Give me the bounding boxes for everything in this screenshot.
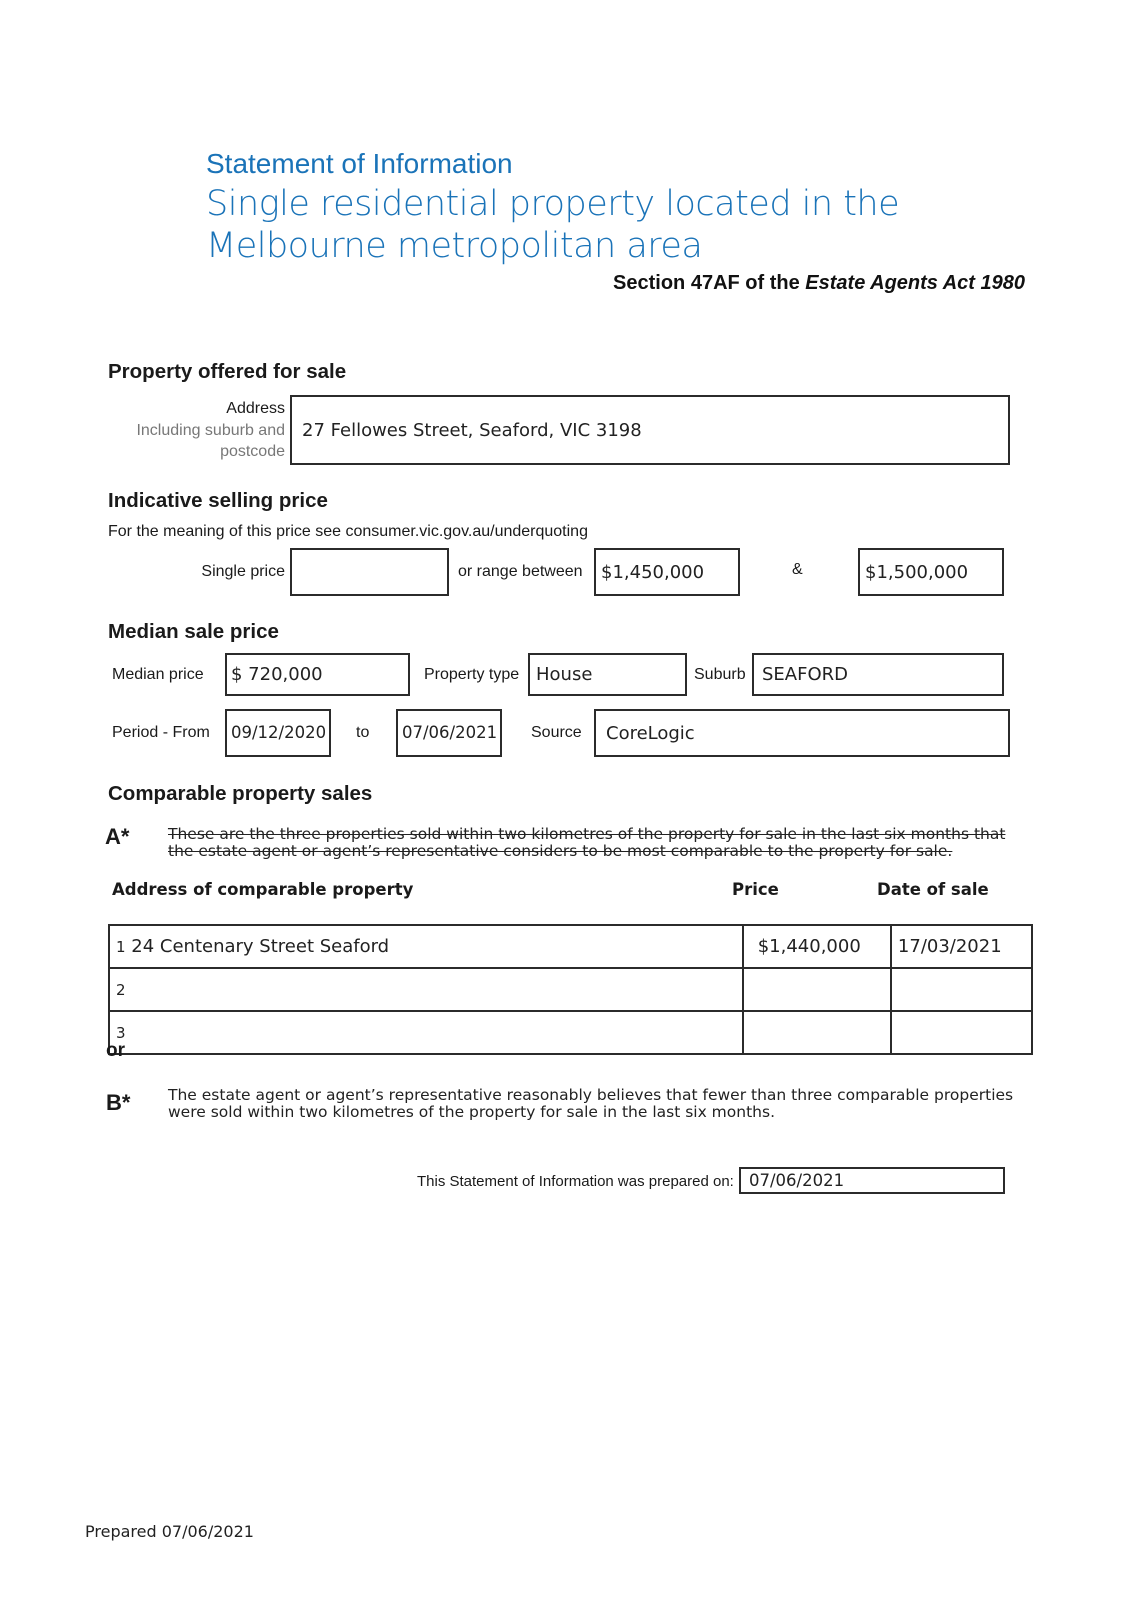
address-label: Address (226, 400, 285, 417)
prepared-on-label: This Statement of Information was prepared on: (417, 1173, 734, 1190)
period-to-label: to (356, 724, 370, 741)
comparable-price-cell[interactable]: $1,440,000 (743, 925, 891, 968)
range-high-field[interactable]: $1,500,000 (858, 548, 1004, 596)
indicative-heading: Indicative selling price (108, 489, 328, 512)
address-hint-1: Including suburb and (136, 422, 285, 439)
comparable-address-cell[interactable] (109, 1011, 743, 1054)
comparable-sales-table (108, 924, 1033, 1055)
document-subtitle: Single residential property located in the Melbourne metropolitan area (206, 184, 900, 266)
source-label: Source (531, 724, 582, 741)
median-heading: Median sale price (108, 620, 279, 643)
option-b-letter: B* (106, 1090, 131, 1115)
comparable-date-cell[interactable] (891, 1011, 1032, 1054)
option-b-text: The estate agent or agent’s representative reasonably believes that fewer than three comparable properties were sold within two kilometres of the property for sale in the last six months. (168, 1086, 1014, 1121)
comparable-address-cell[interactable] (109, 968, 743, 1011)
median-price-field[interactable]: $ 720,000 (225, 653, 410, 696)
comparable-price-cell[interactable] (743, 1011, 891, 1054)
single-price-field[interactable] (290, 548, 449, 596)
row-number: 1 (116, 938, 126, 956)
source-field[interactable]: CoreLogic (594, 709, 1010, 757)
property-type-label: Property type (424, 666, 520, 683)
suburb-label: Suburb (694, 666, 746, 683)
table-row (109, 925, 1032, 968)
section-ref-prefix: Section 47AF of the (613, 272, 806, 294)
property-heading: Property offered for sale (108, 360, 347, 383)
comparable-date-cell[interactable]: 17/03/2021 (891, 925, 1032, 968)
comparable-address-cell[interactable] (109, 925, 743, 968)
single-price-label: Single price (201, 563, 285, 580)
median-price-label: Median price (112, 666, 204, 683)
indicative-note: For the meaning of this price see consumer.vic.gov.au/underquoting (108, 523, 588, 540)
prepared-on-field[interactable]: 07/06/2021 (739, 1167, 1005, 1194)
comparable-date-cell[interactable] (891, 968, 1032, 1011)
address-hint-2: postcode (220, 443, 285, 460)
period-from-label: Period - From (112, 724, 210, 741)
row-number: 3 (116, 1024, 126, 1042)
range-separator: & (792, 561, 803, 578)
column-header-date: Date of sale (877, 880, 989, 899)
or-label: or (106, 1040, 125, 1061)
comparable-heading: Comparable property sales (108, 782, 373, 805)
option-a-letter: A* (105, 824, 130, 849)
section-reference (613, 272, 1025, 295)
act-name: Estate Agents Act 1980 (805, 272, 1025, 294)
range-label: or range between (458, 563, 583, 580)
option-a-text: These are the three properties sold within two kilometres of the property for sale in the last six months that the estate agent or agent’s representative considers to be most comparable to the property for sale. (168, 825, 1006, 860)
suburb-field[interactable]: SEAFORD (752, 653, 1004, 696)
period-to-field[interactable]: 07/06/2021 (396, 709, 502, 757)
table-row (109, 968, 1032, 1011)
row-number: 2 (116, 981, 126, 999)
column-header-price: Price (732, 880, 779, 899)
comparable-price-cell[interactable] (743, 968, 891, 1011)
column-header-address: Address of comparable property (112, 880, 414, 899)
period-from-field[interactable]: 09/12/2020 (225, 709, 331, 757)
table-row (109, 1011, 1032, 1054)
comparable-address: 24 Centenary Street Seaford (131, 936, 390, 957)
footer-prepared-date: Prepared 07/06/2021 (85, 1522, 254, 1541)
document-title: Statement of Information (206, 148, 513, 179)
range-low-field[interactable]: $1,450,000 (594, 548, 740, 596)
property-type-field[interactable]: House (528, 653, 687, 696)
address-field[interactable]: 27 Fellowes Street, Seaford, VIC 3198 (290, 395, 1010, 465)
